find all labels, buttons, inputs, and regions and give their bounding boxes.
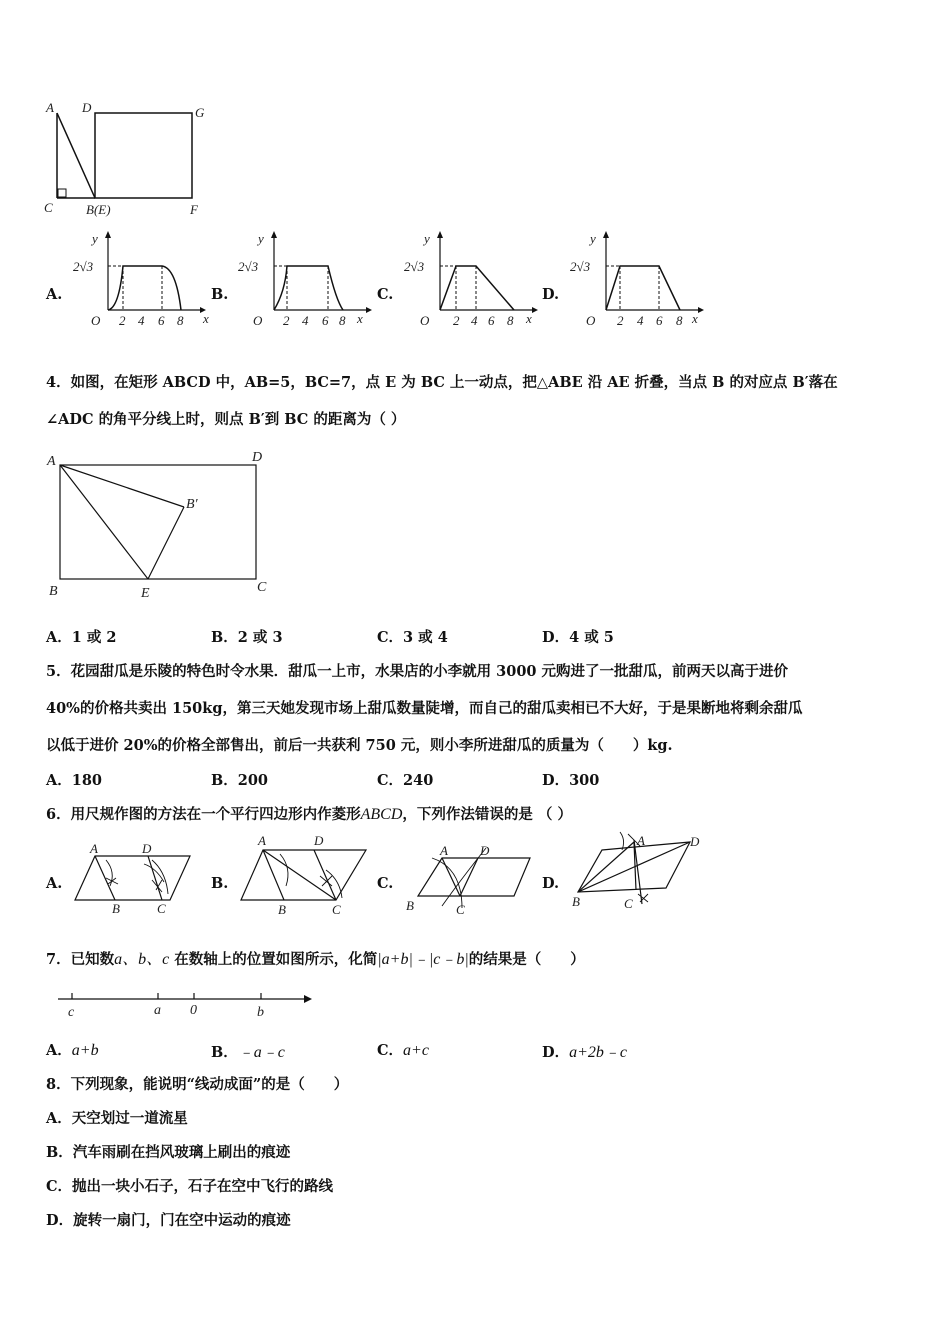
figure-label: A: [90, 841, 98, 856]
q3b-t8: 8: [339, 313, 346, 328]
q3c-ymark: 2√3: [404, 259, 425, 274]
q7-stem-expr: |a+b|﹣|c﹣b|: [377, 951, 469, 968]
figure-label: C: [332, 902, 341, 917]
figure-label: C: [624, 896, 633, 911]
q3a-y: y: [92, 231, 98, 246]
figure-label: B: [278, 902, 286, 917]
q3c-y: y: [424, 231, 430, 246]
q3-option-c-letter[interactable]: C.: [377, 286, 394, 303]
figure-label: C: [456, 902, 465, 917]
q3a-ymark: 2√3: [73, 259, 94, 274]
q6-figure-a[interactable]: [70, 838, 200, 923]
q8-option-c[interactable]: C．抛出一块小石子，石子在空中飞行的路线: [46, 1178, 334, 1195]
q3-geometry-figure: [40, 98, 220, 223]
q7-point-b: b: [257, 1005, 264, 1020]
q3d-t4: 4: [637, 313, 644, 328]
q5-stem-line3: 以低于进价 20%的价格全部售出，前后一共获利 750 元，则小李所进甜瓜的质量为（ ）kg.: [46, 737, 673, 754]
q3d-t8: 8: [676, 313, 683, 328]
q7-option-a[interactable]: A．a+b: [46, 1042, 99, 1059]
q3b-ymark: 2√3: [238, 259, 259, 274]
q3d-t2: 2: [617, 313, 624, 328]
q3b-y: y: [258, 231, 264, 246]
q6-figure-d[interactable]: [568, 828, 708, 923]
q7-point-a: a: [154, 1003, 161, 1018]
q3c-t6: 6: [488, 313, 495, 328]
q5-option-d[interactable]: D．300: [542, 772, 600, 789]
q7-option-c[interactable]: C．a+c: [377, 1042, 429, 1059]
q4-label-b1: B′: [186, 497, 198, 512]
q6-stem-suffix: ，下列作法错误的是 （ ）: [402, 806, 572, 823]
q3a-t4: 4: [138, 313, 145, 328]
q4-option-d[interactable]: D．4 或 5: [542, 629, 614, 646]
q5-stem-line1: 5．花园甜瓜是乐陵的特色时令水果．甜瓜一上市，水果店的小李就用 3000 元购进了一批甜瓜，前两天以高于进价: [46, 663, 789, 680]
q3-option-a-letter[interactable]: A.: [46, 286, 63, 303]
q4-label-c: C: [257, 580, 267, 595]
q6-option-b-letter[interactable]: B.: [211, 875, 229, 892]
figure-label: D: [142, 841, 152, 856]
q6-figure-b[interactable]: [236, 830, 376, 925]
q4-label-a: A: [47, 454, 56, 469]
q3-label-d: D: [82, 100, 92, 115]
q3a-t6: 6: [158, 313, 165, 328]
q7-stem-mid: 在数轴上的位置如图所示，化简: [169, 951, 378, 968]
q5-option-c[interactable]: C．240: [377, 772, 434, 789]
q3-graph-b[interactable]: [236, 230, 371, 335]
q4-stem-line2: ∠ADC 的角平分线上时，则点 B′到 BC 的距离为（ ）: [46, 411, 406, 428]
q6-stem-prefix: 6．用尺规作图的方法在一个平行四边形内作菱形: [46, 806, 361, 823]
q3b-t6: 6: [322, 313, 329, 328]
q6-stem-math: ABCD: [360, 806, 403, 823]
q8-option-d[interactable]: D．旋转一扇门，门在空中运动的痕迹: [46, 1212, 291, 1229]
q3c-t2: 2: [453, 313, 460, 328]
q3b-t4: 4: [302, 313, 309, 328]
q3a-o: O: [91, 313, 101, 328]
figure-label: D: [480, 843, 490, 858]
figure-label: A: [440, 843, 448, 858]
q3-label-f: F: [190, 202, 198, 217]
q4-label-d: D: [252, 450, 263, 465]
q4-option-a[interactable]: A．1 或 2: [46, 629, 117, 646]
q6-option-a-letter[interactable]: A.: [46, 875, 63, 892]
q4-stem-line1: 4．如图，在矩形 ABCD 中，AB=5，BC=7，点 E 为 BC 上一动点，把△ABE 沿 AE 折叠，当点 B 的对应点 B′落在: [46, 374, 838, 391]
q4-option-c[interactable]: C．3 或 4: [377, 629, 448, 646]
figure-label: A: [258, 833, 266, 848]
q3b-t2: 2: [283, 313, 290, 328]
q4-label-e: E: [141, 586, 150, 601]
q7-point-c: c: [68, 1005, 75, 1020]
q8-stem: 8．下列现象，能说明“线动成面”的是（ ）: [46, 1076, 349, 1093]
q3-option-b-letter[interactable]: B.: [211, 286, 229, 303]
q3-label-g: G: [195, 105, 205, 120]
q3-graph-a[interactable]: [70, 230, 209, 335]
figure-label: B: [572, 894, 580, 909]
q3-graph-d[interactable]: [568, 230, 703, 335]
q8-option-b[interactable]: B．汽车雨刷在挡风玻璃上刷出的痕迹: [46, 1144, 291, 1161]
figure-label: B: [112, 901, 120, 916]
q7-stem: [46, 946, 585, 969]
q4-option-b[interactable]: B．2 或 3: [211, 629, 283, 646]
q7-option-b[interactable]: B．﹣a﹣c: [211, 1044, 285, 1061]
q3a-t2: 2: [119, 313, 126, 328]
q3c-t4: 4: [471, 313, 478, 328]
q5-option-b[interactable]: B．200: [211, 772, 269, 789]
q5-option-a[interactable]: A．180: [46, 772, 103, 789]
q3-option-d-letter[interactable]: D.: [542, 286, 560, 303]
q3d-y: y: [590, 231, 596, 246]
q3a-t8: 8: [177, 313, 184, 328]
q3c-o: O: [420, 313, 430, 328]
figure-label: D: [690, 834, 700, 849]
figure-label: C: [157, 901, 166, 916]
q7-option-d[interactable]: D．a+2b﹣c: [542, 1044, 627, 1061]
q7-point-zero: 0: [190, 1003, 197, 1018]
q4-rectangle-figure: [40, 445, 280, 605]
q3d-x: x: [692, 311, 698, 326]
q3b-x: x: [357, 311, 363, 326]
q3d-ymark: 2√3: [570, 259, 591, 274]
q6-stem: [46, 803, 572, 824]
q3-label-be: B(E): [86, 202, 111, 217]
q3-label-c: C: [44, 200, 53, 215]
q3c-t8: 8: [507, 313, 514, 328]
q3d-t6: 6: [656, 313, 663, 328]
figure-label: A: [637, 833, 645, 848]
q5-stem-line2: 40%的价格共卖出 150kg，第三天她发现市场上甜瓜数量陡增，而自己的甜瓜卖相已不大好，于是果断地将剩余甜瓜: [46, 700, 803, 717]
q6-option-c-letter[interactable]: C.: [377, 875, 394, 892]
q8-option-a[interactable]: A．天空划过一道流星: [46, 1110, 188, 1127]
q6-option-d-letter[interactable]: D.: [542, 875, 560, 892]
q3-label-a: A: [46, 100, 54, 115]
q7-stem-prefix: 7．已知数: [46, 951, 115, 968]
q3c-x: x: [526, 311, 532, 326]
q3-graph-c[interactable]: [402, 230, 537, 335]
figure-label: D: [314, 833, 324, 848]
q7-number-line: [56, 985, 316, 1025]
q3b-o: O: [253, 313, 263, 328]
q4-label-b: B: [49, 584, 58, 599]
q3d-o: O: [586, 313, 596, 328]
figure-label: B: [406, 898, 414, 913]
q6-figure-c[interactable]: [402, 838, 537, 923]
q7-stem-vars: a、b、c: [114, 951, 170, 968]
q3a-x: x: [203, 311, 209, 326]
q7-stem-suffix: 的结果是（ ）: [468, 951, 585, 968]
